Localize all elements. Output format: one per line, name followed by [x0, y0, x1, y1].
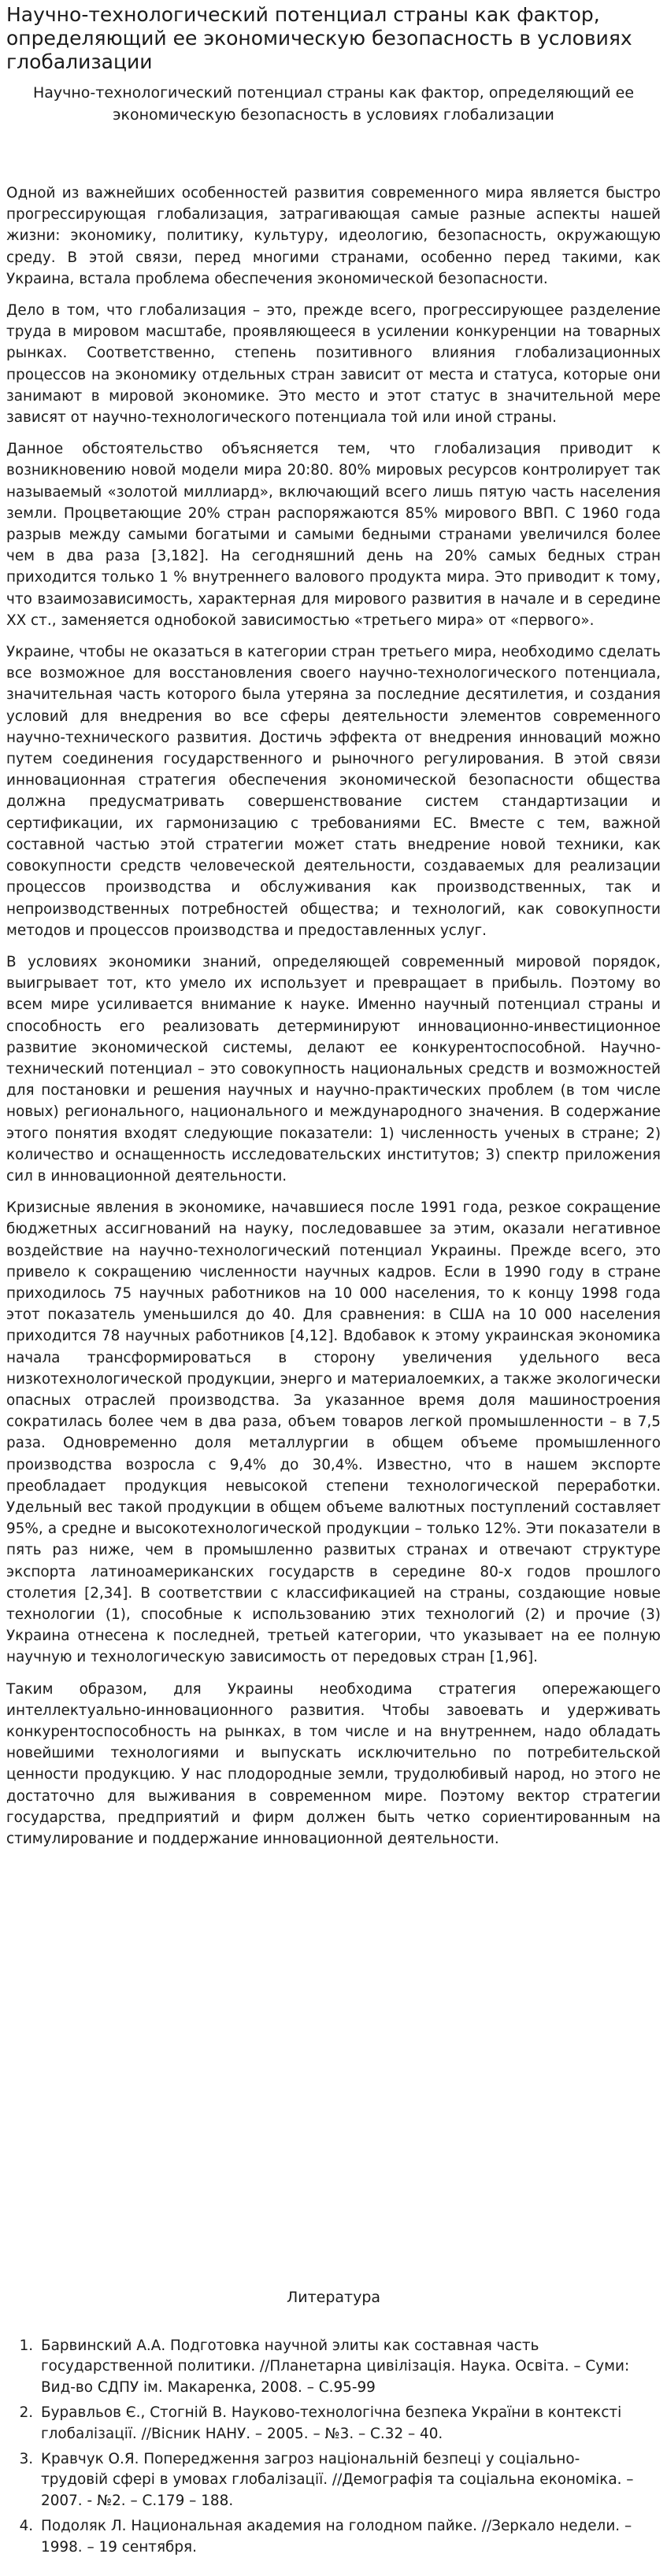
article-body: [6, 183, 661, 1850]
reference-item: 4. Подоляк Л. Национальная академия на голодном пайке. //Зеркало недели. – 1998. – 19 сентября.: [38, 2516, 639, 2558]
document-subtitle: Научно-технологический потенциал страны как фактор, определяющий ее экономическую безопасность в условиях глобализации: [32, 84, 635, 124]
paragraph: В условиях экономики знаний, определяющей современный мировой порядок, выигрывает тот, кто умело их использует и превращает в прибыль. Поэтому во всем мире усиливается внимание к науке. Именно научный потенциал страны и способность его реализовать детерминируют инновационно-инвестиционное развитие экономической системы, делают ее конкурентоспособной. Научно-технический потенциал – это совокупность национальных средств и возможностей для постановки и решения научных и научно-практических проблем (в том числе новых) регионального, национального и международного значения. В содержание этого понятия входят следующие показатели: 1) численность ученых в стране; 2) количество и оснащенность исследовательских институтов; 3) спектр приложения сил в инновационной деятельности.: [6, 953, 661, 1185]
reference-item: 2. Буравльов Є., Стогній В. Науково-технологічна безпека України в контексті глобалізації. //Вісник НАНУ. – 2005. – №3. – С.32 – 40.: [38, 2403, 639, 2445]
paragraph: Дело в том, что глобализация – это, прежде всего, прогрессирующее разделение труда в мировом масштабе, проявляющееся в усилении конкуренции на товарных рынках. Соответственно, степень позитивного влияния глобализационных процессов на экономику отдельных стран зависит от места и статуса, которые они занимают в мировой экономике. Это место и этот статус в значительной мере зависят от научно-технологического потенциала той или иной страны.: [6, 302, 661, 427]
references-section: [0, 2287, 667, 2563]
reference-item: 3. Кравчук О.Я. Попередження загроз національній безпеці у соціально-трудовій сфері в умовах глобалізації. //Демографія та соціальна економіка. – 2007. - №2. – С.179 – 188.: [38, 2449, 639, 2511]
paragraph: Украине, чтобы не оказаться в категории стран третьего мира, необходимо сделать все возможное для восстановления своего научно-технологического потенциала, значительная часть которого была утеряна за последние десятилетия, и создания условий для внедрения во все сферы деятельности элементов современного научно-технического развития. Достичь эффекта от внедрения инноваций можно путем соединения государственного и рыночного регулирования. В этой связи инновационная стратегия обеспечения экономической безопасности общества должна предусматривать совершенствование систем стандартизации и сертификации, их гармонизацию с требованиями ЕС. Вместе с тем, важной составной частью этой стратегии может стать внедрение новой техники, как совокупности средств человеческой деятельности, создаваемых для реализации процессов производства и обслуживания как производственных, так и непроизводственных потребностей общества; и технологий, как совокупности методов и процессов производства и предоставленных услуг.: [6, 644, 661, 939]
page-title: Научно-технологический потенциал страны как фактор, определяющий ее экономическую безопасность в условиях глобализации: [6, 3, 632, 73]
paragraph: Таким образом, для Украины необходима стратегия опережающего интеллектуально-инновационного развития. Чтобы завоевать и удерживать конкурентоспособность на рынках, в том числе и на внутреннем, надо обладать новейшими технологиями и выпускать исключительно по потребительской ценности продукцию. У нас плодородные земли, трудолюбивый народ, но этого не достаточно для выживания в современном мире. Поэтому вектор стратегии государства, предприятий и фирм должен быть четко сориентированным на стимулирование и поддержание инновационной деятельности.: [6, 1680, 661, 1848]
references-heading: Литература: [286, 2289, 381, 2306]
reference-item: 1. Барвинский А.А. Подготовка научной элиты как составная часть государственной политики. //Планетарна цивілізація. Наука. Освіта. – Суми: Вид-во СДПУ ім. Макаренка, 2008. – С.95-99: [38, 2336, 639, 2398]
paragraph: Данное обстоятельство объясняется тем, что глобализация приводит к возникновению новой модели мира 20:80. 80% мировых ресурсов контролирует так называемый «золотой миллиард», включающий всего лишь пятую часть населения земли. Процветающие 20% стран распоряжаются 85% мирового ВВП. С 1960 года разрыв между самыми богатыми и самыми бедными странами увеличился более чем в два раза [3,182]. На сегодняшний день на 20% самых бедных стран приходится только 1 % внутреннего валового продукта мира. Это приводит к тому, что взаимозависимость, характерная для мирового развития в начале и в середине ХХ ст., заменяется однобокой зависимостью «третьего мира» от «первого».: [6, 441, 661, 629]
references-list: [6, 2336, 661, 2558]
paragraph: Кризисные явления в экономике, начавшиеся после 1991 года, резкое сокращение бюджетных ассигнований на науку, последовавшее за этим, оказали негативное воздействие на научно-технологический потенциал Украины. Прежде всего, это привело к сокращению численности научных кадров. Если в 1990 году в стране приходилось 75 научных работников на 10 000 населения, то к концу 1998 года этот показатель уменьшился до 40. Для сравнения: в США на 10 000 населения приходится 78 научных работников [4,12]. Вдобавок к этому украинская экономика начала трансформироваться в сторону увеличения удельного веса низкотехнологической продукции, энерго и материалоемких, а также экологически опасных отраслей производства. За указанное время доля машиностроения сократилась более чем в два раза, объем товаров легкой промышленности – в 7,5 раза. Одновременно доля металлургии в общем объеме промышленного производства возросла с 9,4% до 30,4%. Известно, что в нашем экспорте преобладает продукция невысокой степени технологической переработки. Удельный вес такой продукции в общем объеме валютных поступлений составляет 95%, а средне и высокотехнологической продукции – только 12%. Эти показатели в пять раз ниже, чем в промышленно развитых странах и отвечают структуре экспорта латиноамериканских государств в середине 80-х годов прошлого столетия [2,34]. В соответствии с классификацией на страны, создающие новые технологии (1), способные к использованию этих технологий (2) и прочие (3) Украина отнесена к последней, третьей категории, что указывает на ее полную научную и технологическую зависимость от передовых стран [1,96].: [6, 1199, 661, 1666]
paragraph: Одной из важнейших особенностей развития современного мира является быстро прогрессирующая глобализация, затрагивающая самые разные аспекты нашей жизни: экономику, политику, культуру, идеологию, безопасность, окружающую среду. В этой связи, перед многими странами, особенно перед такими, как Украина, встала проблема обеспечения экономической безопасности.: [6, 185, 661, 287]
